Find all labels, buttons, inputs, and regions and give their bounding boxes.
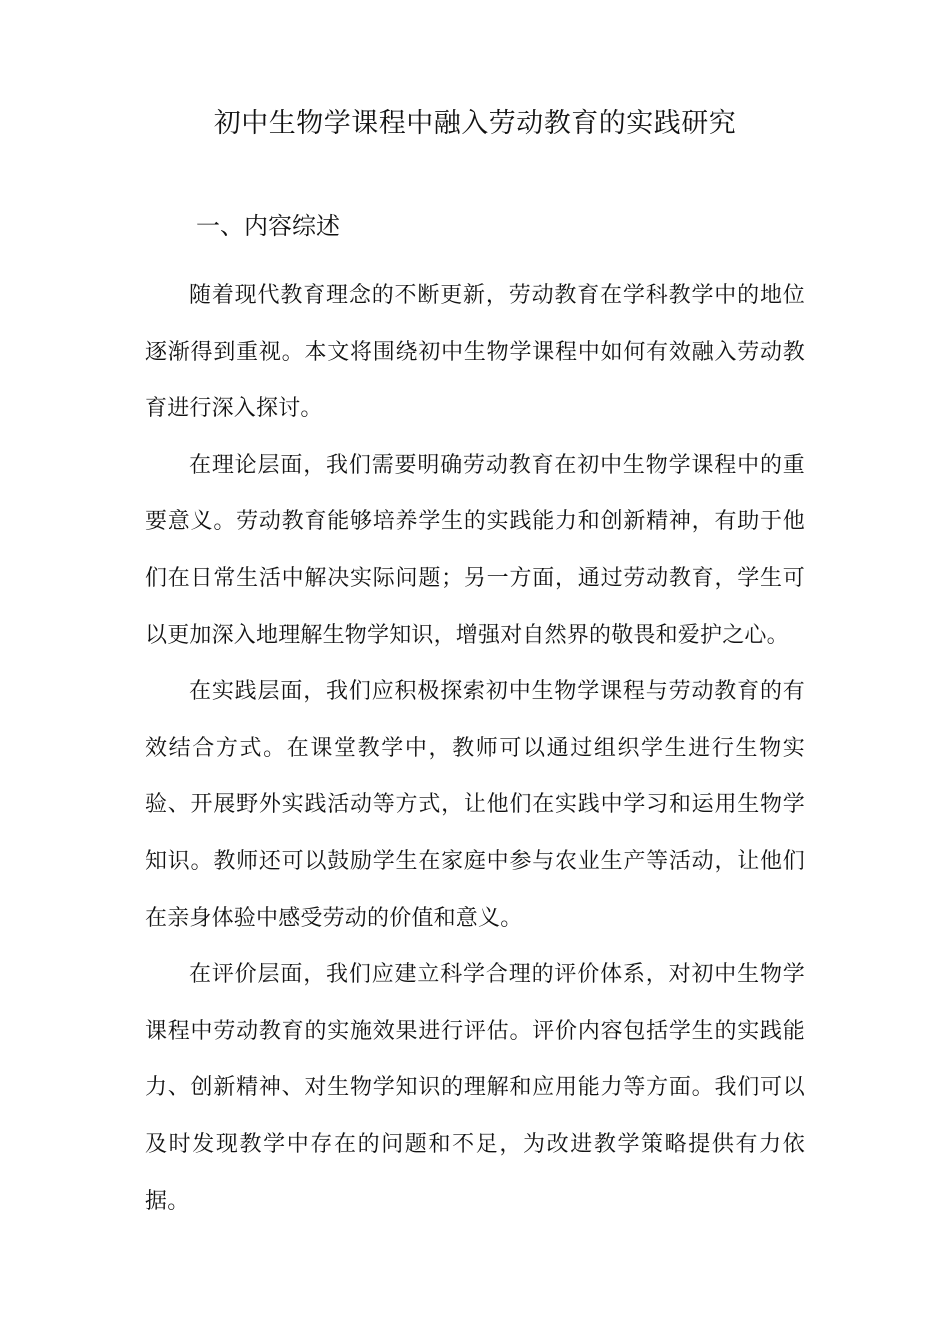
paragraph: 在理论层面，我们需要明确劳动教育在初中生物学课程中的重要意义。劳动教育能够培养学生的实践能力和创新精神，有助于他们在日常生活中解决实际问题；另一方面，通过劳动教育，学生可以更加深入地理解生物学知识，增强对自然界的敬畏和爱护之心。	[145, 452, 805, 648]
section-heading: 一、内容综述	[196, 212, 340, 240]
document-body	[145, 268, 805, 1230]
paragraph: 在实践层面，我们应积极探索初中生物学课程与劳动教育的有效结合方式。在课堂教学中，教师可以通过组织学生进行生物实验、开展野外实践活动等方式，让他们在实践中学习和运用生物学知识。教师还可以鼓励学生在家庭中参与农业生产等活动，让他们在亲身体验中感受劳动的价值和意义。	[145, 679, 805, 931]
document-title: 初中生物学课程中融入劳动教育的实践研究	[213, 108, 737, 139]
paragraph: 随着现代教育理念的不断更新，劳动教育在学科教学中的地位逐渐得到重视。本文将围绕初中生物学课程中如何有效融入劳动教育进行深入探讨。	[145, 283, 805, 422]
paragraph: 在评价层面，我们应建立科学合理的评价体系，对初中生物学课程中劳动教育的实施效果进行评估。评价内容包括学生的实践能力、创新精神、对生物学知识的理解和应用能力等方面。我们可以及时发现教学中存在的问题和不足，为改进教学策略提供有力依据。	[145, 962, 805, 1214]
